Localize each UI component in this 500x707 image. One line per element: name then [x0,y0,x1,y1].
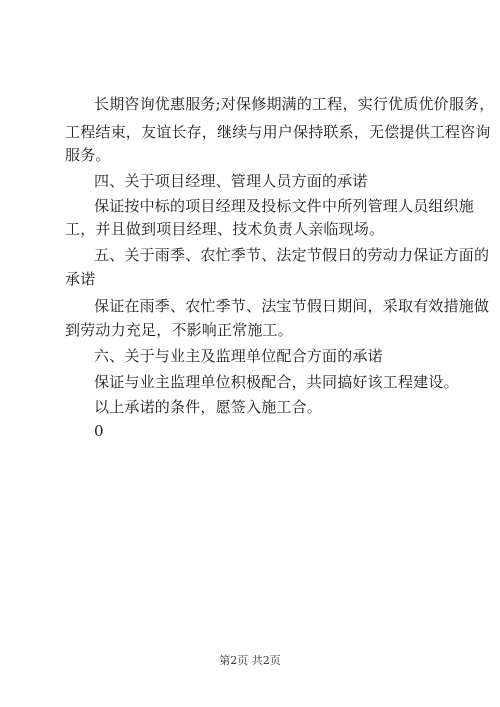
paragraph-line: 服务。 [65,146,111,164]
paragraph-line: 工，并且做到项目经理、技术负责人亲临现场。 [65,220,385,238]
paragraph-line: 0 [94,422,104,440]
paragraph-line: 保证在雨季、农忙季节、法宝节假日期间，采取有效措施做 [94,297,490,315]
section-heading: 五、关于雨季、农忙季节、法定节假日的劳动力保证方面的 [94,246,490,264]
page-footer: 第2页 共2页 [219,654,281,667]
paragraph-line: 长期咨询优惠服务;对保修期满的工程，实行优质优价服务， [94,95,495,113]
section-heading: 承诺 [65,270,96,288]
section-heading: 六、关于与业主及监理单位配合方面的承诺 [94,347,383,365]
paragraph-line: 保证与业主监理单位积极配合，共同搞好该工程建设。 [94,373,459,391]
section-heading: 四、关于项目经理、管理人员方面的承诺 [94,172,368,190]
paragraph-line: 以上承诺的条件，愿签入施工合。 [94,398,323,416]
paragraph-line: 到劳动力充足，不影响正常施工。 [65,321,294,339]
paragraph-line: 保证按中标的项目经理及投标文件中所列管理人员组织施 [94,197,475,215]
paragraph-line: 工程结束，友谊长存，继续与用户保持联系，无偿提供工程咨询 [65,123,491,141]
